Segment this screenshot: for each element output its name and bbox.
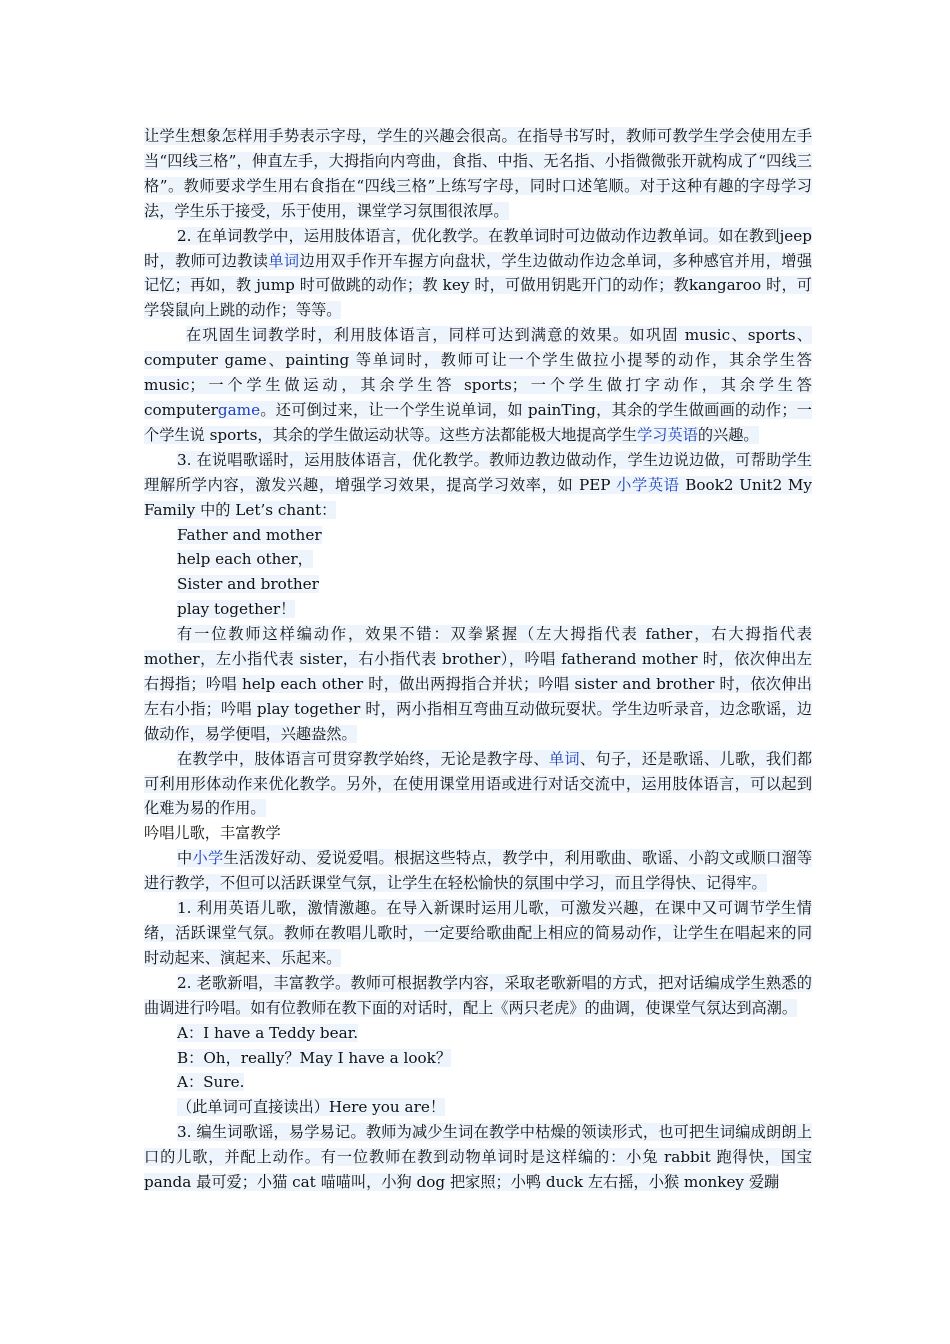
paragraph-word-rhymes: 3. 编生词歌谣，易学易记。教师为减少生词在教学中枯燥的领读形式，也可把生词编成朗朗上口的儿歌，并配上动作。有一位教师在教到动物单词时是这样编的：小兔 rabbit 跑得快，国宝 panda 最可爱；小猫 cat 喵喵叫，小狗 dog 把家照；小鸭 duck 左右摇，小猴 monkey 爱蹦	[144, 1123, 812, 1192]
link-word-2[interactable]: 单词	[548, 749, 580, 768]
document-page	[144, 124, 812, 1195]
chant-line: Father and mother	[177, 525, 322, 544]
paragraph-chant-teaching: 3. 在说唱歌谣时，运用肢体语言，优化教学。教师边教边做动作，学生边说边做，可帮助学生理解所学内容，激发兴趣，增强学习效果，提高学习效率，如 PEP 小学英语 Book2 Unit2 My Family 中的 Let’s chant：	[144, 450, 812, 519]
paragraph-english-songs: 1. 利用英语儿歌，激情激趣。在导入新课时运用儿歌，可激发兴趣，在课中又可调节学生情绪，活跃课堂气氛。教师在教唱儿歌时，一定要给歌曲配上相应的简易动作，让学生在唱起来的同时动起来、演起来、乐起来。	[144, 899, 812, 967]
paragraph-consolidate-words: 在巩固生词教学时，利用肢体语言，同样可达到满意的效果。如巩固 music、sports、computer game、painting 等单词时，教师可让一个学生做拉小提琴的动作，其余学生答 music；一个学生做运动，其余学生答 sports；一个学生做打字动作，其余学生答 computergame。还可倒过来，让一个学生说单词，如 painTing，其余的学生做画画的动作；一个学生说 sports，其余的学生做运动状等。这些方法都能极大地提高学生学习英语的兴趣。	[144, 326, 812, 444]
link-primary-school[interactable]: 小学	[192, 849, 224, 868]
paragraph-songs-intro: 中小学生活泼好动、爱说爱唱。根据这些特点，教学中，利用歌曲、歌谣、小韵文或顺口溜等进行教学，不但可以活跃课堂气氛，让学生在轻松愉快的氛围中学习，而且学得快、记得牢。	[144, 849, 813, 893]
link-primary-english[interactable]: 小学英语	[616, 475, 680, 494]
chant-line: play together！	[177, 600, 296, 619]
link-word[interactable]: 单词	[268, 251, 300, 270]
paragraph-old-songs-new: 2. 老歌新唱，丰富教学。教师可根据教学内容，采取老歌新唱的方式，把对话编成学生熟悉的曲调进行吟唱。如有位教师在教下面的对话时，配上《两只老虎》的曲调，使课堂气氛达到高潮。	[144, 973, 812, 1017]
link-learn-english[interactable]: 学习英语	[637, 425, 698, 444]
chant-line: help each other，	[177, 550, 313, 569]
link-game[interactable]: game	[217, 400, 261, 419]
chant-line: Sister and brother	[177, 575, 319, 594]
paragraph-body-language-summary: 在教学中，肢体语言可贯穿教学始终，无论是教字母、单词、句子，还是歌谣、儿歌，我们都可利用形体动作来优化教学。另外，在使用课堂用语或进行对话交流中，运用肢体语言，可以起到化难为易的作用。	[144, 749, 813, 818]
paragraph-chant-actions: 有一位教师这样编动作，效果不错：双拳紧握（左大拇指代表 father，右大拇指代表mother，左小指代表 sister，右小指代表 brother），吟唱 fatherand mother 时，依次伸出左右拇指；吟唱 help each other 时，做出两拇指合并状；吟唱 sister and brother 时，依次伸出左右小指；吟唱 play together 时，两小指相互弯曲互动做玩耍状。学生边听录音，边念歌谣，边做动作，易学便唱，兴趣盎然。	[144, 625, 812, 743]
dialog-line: A：Sure.	[177, 1073, 245, 1092]
paragraph-gesture-letters: 让学生想象怎样用手势表示字母，学生的兴趣会很高。在指导书写时，教师可教学生学会使用左手当“四线三格”，伸直左手，大拇指向内弯曲，食指、中指、无名指、小指微微张开就构成了“四线三格”。教师要求学生用右食指在“四线三格”上练写字母，同时口述笔顺。对于这种有趣的字母学习法，学生乐于接受，乐于使用，课堂学习氛围很浓厚。	[144, 127, 812, 220]
dialog-line: A：I have a Teddy bear.	[177, 1023, 359, 1042]
chant-lines	[144, 523, 812, 623]
section-heading: 吟唱儿歌，丰富教学	[144, 824, 281, 843]
paragraph-word-teaching: 2. 在单词教学中，运用肢体语言，优化教学。在教单词时可边做动作边教单词。如在教到jeep 时，教师可边教读单词边用双手作开车握方向盘状，学生边做动作边念单词，多种感官并用，增强记忆；再如，教 jump 时可做跳的动作；教 key 时，可做用钥匙开门的动作；教kangaroo 时，可学袋鼠向上跳的动作；等等。	[144, 226, 813, 320]
dialog-lines	[144, 1021, 812, 1121]
dialog-line: （此单词可直接读出）Here you are！	[177, 1098, 446, 1117]
dialog-line: B：Oh，really？May I have a look？	[177, 1048, 452, 1067]
